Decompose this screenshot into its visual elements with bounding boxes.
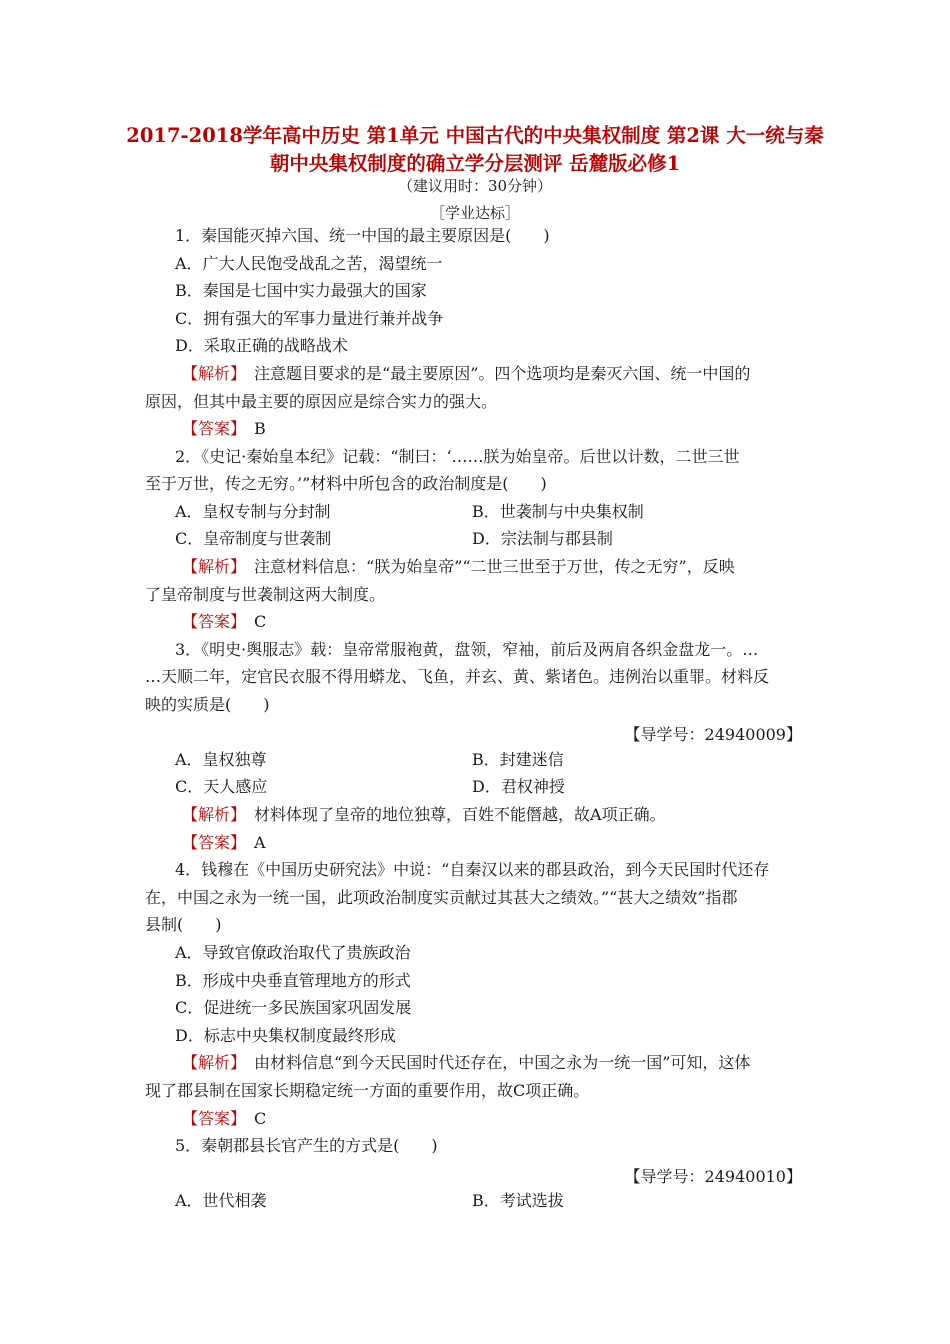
answer-tag: 【答案】 — [182, 1109, 239, 1128]
q1-option-d: D．采取正确的战略战术 — [175, 336, 348, 355]
q4-analysis-text: 由材料信息“到今天民国时代还存在，中国之永为一统一国”可知，这体 — [238, 1053, 751, 1072]
q4-option-a: A．导致官僚政治取代了贵族政治 — [175, 943, 411, 962]
analysis-tag: 【解析】 — [182, 364, 239, 383]
q1-stem: 1．秦国能灭掉六国、统一中国的最主要原因是( ) — [175, 226, 550, 245]
q5-option-b: B．考试选拔 — [472, 1191, 564, 1210]
q2-option-a: A．皇权专制与分封制 — [175, 502, 331, 521]
document-title: 2017-2018学年高中历史 第1单元 中国古代的中央集权制度 第2课 大一统与秦朝中央集权制度的确立学分层测评 岳麓版必修1 — [126, 124, 824, 175]
q2-stem-cont: 至于万世，传之无穷。’”材料中所包含的政治制度是( ) — [145, 474, 547, 493]
analysis-tag: 【解析】 — [182, 1053, 239, 1072]
q3-analysis-text: 材料体现了皇帝的地位独尊，百姓不能僭越，故A项正确。 — [238, 805, 666, 824]
q4-option-d: D．标志中央集权制度最终形成 — [175, 1026, 396, 1045]
q1-option-c: C．拥有强大的军事力量进行兼并战争 — [175, 309, 444, 328]
answer-tag: 【答案】 — [182, 833, 239, 852]
analysis-tag: 【解析】 — [182, 805, 239, 824]
q3-option-d: D．君权神授 — [472, 777, 565, 796]
q4-stem-cont2: 县制( ) — [145, 915, 222, 934]
answer-tag: 【答案】 — [182, 419, 239, 438]
q5-stem: 5．秦朝郡县长官产生的方式是( ) — [175, 1136, 438, 1155]
q3-answer-value: A — [238, 833, 266, 852]
q1-analysis-cont: 原因，但其中最主要的原因应是综合实力的强大。 — [145, 392, 498, 411]
section-heading: ［学业达标］ — [429, 204, 520, 222]
q4-answer-value: C — [238, 1109, 267, 1128]
q3-stem-cont: …天顺二年，定官民衣服不得用蟒龙、飞鱼，并玄、黄、紫诸色。违例治以重罪。材料反 — [145, 667, 770, 686]
q1-analysis — [182, 364, 750, 384]
q3-analysis — [182, 805, 666, 825]
q4-answer — [182, 1109, 266, 1129]
q2-analysis-text: 注意材料信息：“朕为始皇帝”“二世三世至于万世，传之无穷”，反映 — [238, 557, 735, 576]
q1-option-b: B．秦国是七国中实力最强大的国家 — [175, 281, 427, 300]
q3-stem: 3．《明史·舆服志》载：皇帝常服袍黄，盘领，窄袖，前后及两肩各织金盘龙一。… — [175, 640, 759, 659]
q1-option-a: A．广大人民饱受战乱之苦，渴望统一 — [175, 254, 443, 273]
q3-option-c: C．天人感应 — [175, 777, 268, 796]
q2-option-b: B．世袭制与中央集权制 — [472, 502, 644, 521]
q2-analysis-cont: 了皇帝制度与世袭制这两大制度。 — [145, 585, 386, 604]
q2-option-c: C．皇帝制度与世袭制 — [175, 529, 332, 548]
q4-stem-cont: 在，中国之永为一统一国，此项政治制度实贡献过其甚大之绩效。”“甚大之绩效”指郡 — [145, 888, 738, 907]
q2-stem: 2．《史记·秦始皇本纪》记载：“制曰：‘……朕为始皇帝。后世以计数，二世三世 — [175, 447, 740, 466]
q3-option-a: A．皇权独尊 — [175, 750, 267, 769]
q5-option-a: A．世代相袭 — [175, 1191, 267, 1210]
q4-analysis-cont: 现了郡县制在国家长期稳定统一方面的重要作用，故C项正确。 — [145, 1081, 590, 1100]
answer-tag: 【答案】 — [182, 612, 239, 631]
time-note: （建议用时：30分钟） — [397, 177, 553, 195]
q4-option-b: B．形成中央垂直管理地方的形式 — [175, 971, 411, 990]
q3-stem-cont2: 映的实质是( ) — [145, 695, 270, 714]
q3-reference-number: 【导学号：24940009】 — [624, 725, 802, 744]
q4-analysis — [182, 1053, 750, 1073]
q2-answer — [182, 612, 266, 632]
q4-stem: 4．钱穆在《中国历史研究法》中说：“自秦汉以来的郡县政治，到今天民国时代还存 — [175, 860, 770, 879]
q3-option-b: B．封建迷信 — [472, 750, 564, 769]
q5-reference-number: 【导学号：24940010】 — [624, 1167, 802, 1186]
q1-analysis-text: 注意题目要求的是“最主要原因”。四个选项均是秦灭六国、统一中国的 — [238, 364, 751, 383]
q4-option-c: C．促进统一多民族国家巩固发展 — [175, 998, 412, 1017]
q2-analysis — [182, 557, 735, 577]
q1-answer — [182, 419, 266, 439]
q2-option-d: D．宗法制与郡县制 — [472, 529, 613, 548]
q3-answer — [182, 833, 266, 853]
q2-answer-value: C — [238, 612, 267, 631]
q1-answer-value: B — [238, 419, 266, 438]
analysis-tag: 【解析】 — [182, 557, 239, 576]
